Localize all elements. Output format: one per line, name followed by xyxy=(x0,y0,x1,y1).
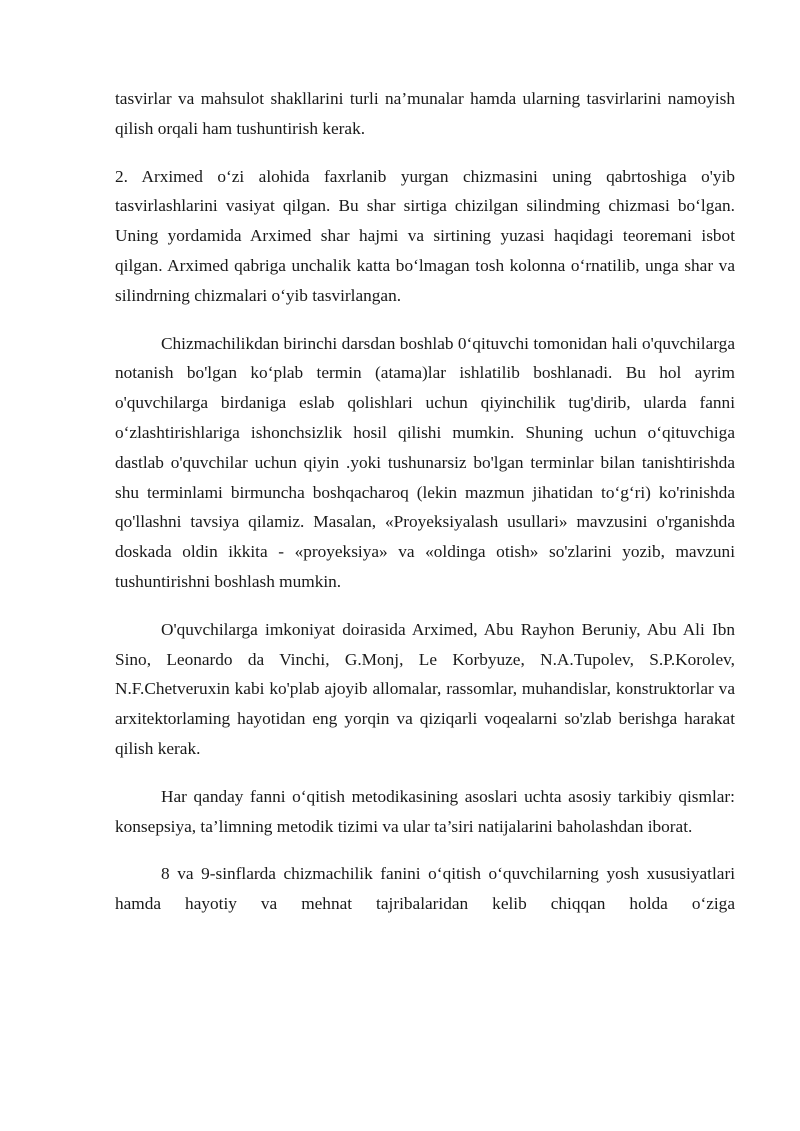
paragraph-4: O'quvchilarga imkoniyat doirasida Arximed, Abu Rayhon Beruniy, Abu Ali Ibn Sino, Leonardo da Vinchi, G.Monj, Le Korbyuze, N.A.Tupolev, S.P.Korolev, N.F.Chetveruxin kabi ko'plab ajoyib allomalar, rassomlar, muhandislar, konstruktorlar va arxitektorlaming hayotidan eng yorqin va qiziqarli voqealarni so'zlab berishga harakat qilish kerak. xyxy=(115,619,735,758)
paragraph-1: tasvirlar va mahsulot shakllarini turli na’munalar hamda ularning tasvirlarini namoyish qilish orqali ham tushuntirish kerak. xyxy=(115,89,735,138)
paragraph-3: Chizmachilikdan birinchi darsdan boshlab 0‘qituvchi tomonidan hali o'quvchilarga notanish bo'lgan ko‘plab termin (atama)lar ishlatilib boshlanadi. Bu hol ayrim o'quvchilarga birdaniga eslab qolishlari uchun qiyinchilik tug'dirib, ularda fanni o‘zlashtirishlariga ishonchsizlik hosil qilishi mumkin. Shuning uchun o‘qituvchiga dastlab o'quvchilar uchun qiyin .yoki tushunarsiz bo'lgan terminlar bilan tanishtirishda shu terminlami birmuncha boshqacharoq (lekin mazmun jihatidan to‘g‘ri) ko'rinishda qo'llashni tavsiya qilamiz. Masalan, «Proyeksiyalash usullari» mavzusini o'rganishda doskada oldin ikkita - «proyeksiya» va «oldinga otish» so'zlarini yozib, mavzuni tushuntirishni boshlash mumkin. xyxy=(115,333,735,591)
paragraph-5: Har qanday fanni o‘qitish metodikasining asoslari uchta asosiy tarkibiy qismlar: konsepsiya, ta’limning metodik tizimi va ular ta’siri natijalarini baholashdan iborat. xyxy=(115,786,735,836)
paragraph-2: 2. Arximed o‘zi alohida faxrlanib yurgan chizmasini uning qabrtoshiga o'yib tasvirlashlarini vasiyat qilgan. Bu shar sirtiga chizilgan silindming chizmasi bo‘lgan. Uning yordamida Arximed shar hajmi va sirtining yuzasi haqidagi teoremani isbot qilgan. Arximed qabriga unchalik katta bo‘lmagan tosh kolonna o‘rnatilib, unga shar va silindrning chizmalari o‘yib tasvirlangan. xyxy=(115,166,735,305)
paragraph-6: 8 va 9-sinflarda chizmachilik fanini o‘qitish o‘quvchilarning yosh xususiyatlari hamda hayotiy va mehnat tajribalaridan kelib chiqqan holda o‘ziga xyxy=(115,864,735,914)
document-page xyxy=(115,84,735,937)
